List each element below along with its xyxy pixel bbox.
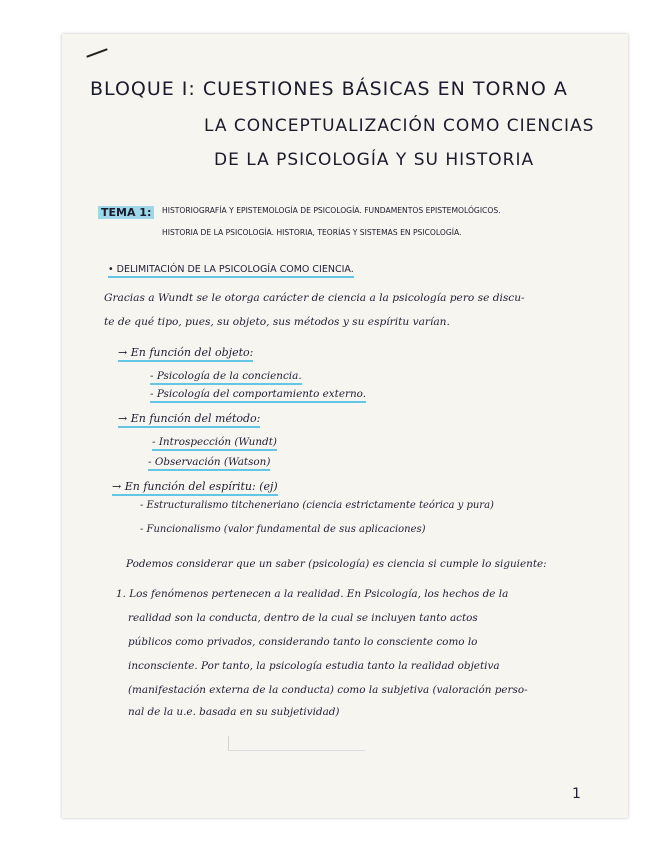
condition-1-line-2: realidad son la conducta, dentro de la cual se incluyen tanto actos [128, 612, 478, 624]
condition-1-line-5: (manifestación externa de la conducta) como la subjetiva (valoración perso- [128, 684, 528, 696]
intro-line-1: Gracias a Wundt se le otorga carácter de ciencia a la psicología pero se discu- [104, 292, 525, 304]
condition-1-line-6: nal de la u.e. basada en su subjetividad) [128, 706, 340, 718]
metodo-item-2: - Observación (Watson) [148, 456, 270, 468]
page-number: 1 [572, 786, 581, 802]
conditions-intro: Podemos considerar que un saber (psicología) es ciencia si cumple lo siguiente: [126, 558, 547, 570]
heading-line-1: BLOQUE I: CUESTIONES BÁSICAS EN TORNO A [90, 78, 568, 100]
espiritu-item-1: - Estructuralismo titcheneriano (ciencia estrictamente teórica y pura) [140, 500, 494, 511]
heading-line-2: LA CONCEPTUALIZACIÓN COMO CIENCIAS [204, 116, 595, 136]
objeto-item-1: - Psicología de la conciencia. [150, 370, 302, 382]
heading-line-3: DE LA PSICOLOGÍA Y SU HISTORIA [214, 150, 535, 170]
condition-1-line-3: públicos como privados, considerando tanto lo consciente como lo [128, 636, 478, 648]
faint-bleed-mark [228, 736, 365, 751]
condition-1-line-1: 1. Los fenómenos pertenecen a la realidad. En Psicología, los hechos de la [116, 588, 509, 600]
metodo-item-1: - Introspección (Wundt) [152, 436, 277, 448]
espiritu-heading: → En función del espíritu: (ej) [112, 480, 278, 493]
topic-title-line-1: HISTORIOGRAFÍA Y EPISTEMOLOGÍA DE PSICOLOGÍA. FUNDAMENTOS EPISTEMOLÓGICOS. [162, 206, 501, 215]
section-title: • DELIMITACIÓN DE LA PSICOLOGÍA COMO CIENCIA. [108, 264, 354, 275]
topic-title-line-2: HISTORIA DE LA PSICOLOGÍA. HISTORIA, TEORÍAS Y SISTEMAS EN PSICOLOGÍA. [162, 228, 462, 237]
objeto-item-2: - Psicología del comportamiento externo. [150, 388, 366, 400]
objeto-heading: → En función del objeto: [118, 346, 253, 359]
condition-1-line-4: inconsciente. Por tanto, la psicología estudia tanto la realidad objetiva [128, 660, 500, 672]
metodo-heading: → En función del método: [118, 412, 260, 425]
topic-label: TEMA 1: [98, 206, 154, 219]
intro-line-2: te de qué tipo, pues, su objeto, sus métodos y su espíritu varían. [104, 316, 450, 328]
espiritu-item-2: - Funcionalismo (valor fundamental de sus aplicaciones) [140, 524, 426, 535]
